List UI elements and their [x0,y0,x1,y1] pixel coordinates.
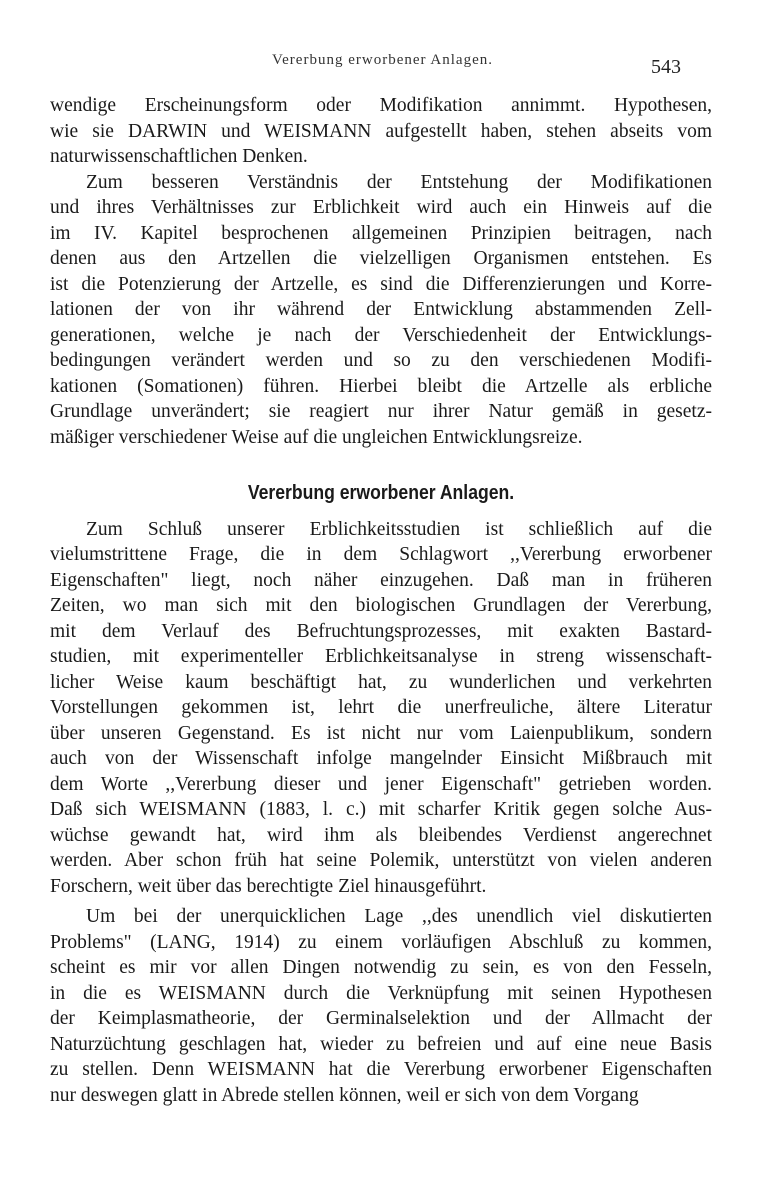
text-line: lationen der von ihr während der Entwicklung abstammenden Zell- [50,299,712,320]
text-line: generationen, welche je nach der Verschiedenheit der Entwicklungs- [50,324,712,346]
text-line: in die es WEISMANN durch die Verknüpfung mit seinen Hypothesen [50,982,712,1004]
text-line: kationen (Somationen) führen. Hierbei bleibt die Artzelle als erbliche [50,375,712,397]
text-line: Vorstellungen gekommen ist, lehrt die unerfreuliche, ältere Literatur [50,697,712,718]
page-header [0,48,765,78]
text-line: Zum besseren Verständnis der Entstehung der Modifikationen [86,171,712,193]
text-line: Forschern, weit über das berechtigte Ziel hinausgeführt. [50,875,487,897]
text-line: Naturzüchtung geschlagen hat, wieder zu befreien und auf eine neue Basis [50,1033,712,1055]
text-line: naturwissenschaftlichen Denken. [50,146,308,167]
text-line: Eigenschaften" liegt, noch näher einzugehen. Daß man in früheren [50,569,712,591]
text-line: Zeiten, wo man sich mit den biologischen Grundlagen der Vererbung, [50,595,712,616]
text-line: wendige Erscheinungsform oder Modifikation annimmt. Hypothesen, [50,95,712,116]
text-line: Daß sich WEISMANN (1883, l. c.) mit scharfer Kritik gegen solche Aus- [50,799,712,820]
text-line: licher Weise kaum beschäftigt hat, zu wunderlichen und verkehrten [50,671,712,693]
text-line: Problems" (LANG, 1914) zu einem vorläufigen Abschluß zu kommen, [50,931,712,953]
text-line: Grundlage unverändert; sie reagiert nur ihrer Natur gemäß in gesetz- [50,401,712,422]
paragraph-1 [50,93,712,170]
text-line: Um bei der unerquicklichen Lage ,,des unendlich viel diskutierten [86,906,712,927]
text-line: wüchse gewandt hat, wird ihm als bleibendes Verdienst angerechnet [50,824,712,846]
text-line: denen aus den Artzellen die vielzelligen Organismen entstehen. Es [50,248,712,269]
text-line: zu stellen. Denn WEISMANN hat die Vererbung erworbener Eigenschaften [50,1059,712,1080]
paragraph-4 [50,904,712,1108]
text-line: der Keimplasmatheorie, der Germinalselektion und der Allmacht der [50,1008,712,1029]
section-heading: Vererbung erworbener Anlagen. [247,482,515,504]
body-text [50,93,712,1108]
text-line: vielumstrittene Frage, die in dem Schlagwort ,,Vererbung erworbener [50,544,712,565]
text-line: mit dem Verlauf des Befruchtungsprozesses, mit exakten Bastard- [50,620,712,642]
text-line: im IV. Kapitel besprochenen allgemeinen Prinzipien beitragen, nach [50,222,712,244]
text-line: nur deswegen glatt in Abrede stellen können, weil er sich von dem Vorgang [50,1084,639,1106]
text-line: über unseren Gegenstand. Es ist nicht nur vom Laienpublikum, sondern [50,722,712,744]
text-line: studien, mit experimenteller Erblichkeitsanalyse in streng wissenschaft- [50,646,712,667]
text-line: werden. Aber schon früh hat seine Polemik, unterstützt von vielen anderen [50,850,712,871]
text-line: bedingungen verändert werden und so zu den verschiedenen Modifi- [50,350,712,371]
text-line: dem Worte ,,Vererbung dieser und jener Eigenschaft" getrieben worden. [50,773,712,795]
text-line: mäßiger verschiedener Weise auf die ungleichen Entwicklungsreize. [50,426,583,448]
text-line: wie sie DARWIN und WEISMANN aufgestellt haben, stehen abseits vom [50,120,712,142]
text-line: und ihres Verhältnisses zur Erblichkeit wird auch ein Hinweis auf die [50,197,712,218]
text-line: ist die Potenzierung der Artzelle, es sind die Differenzierungen und Korre- [50,273,712,295]
text-line: auch von der Wissenschaft infolge mangelnder Einsicht Mißbrauch mit [50,748,712,769]
paragraph-2 [50,170,712,451]
running-title: Vererbung erworbener Anlagen. [271,52,493,68]
page-number: 543 [651,56,681,78]
text-line: scheint es mir vor allen Dingen notwendig zu sein, es von den Fesseln, [50,957,712,978]
paragraph-3 [50,517,712,900]
text-line: Zum Schluß unserer Erblichkeitsstudien ist schließlich auf die [86,518,712,540]
